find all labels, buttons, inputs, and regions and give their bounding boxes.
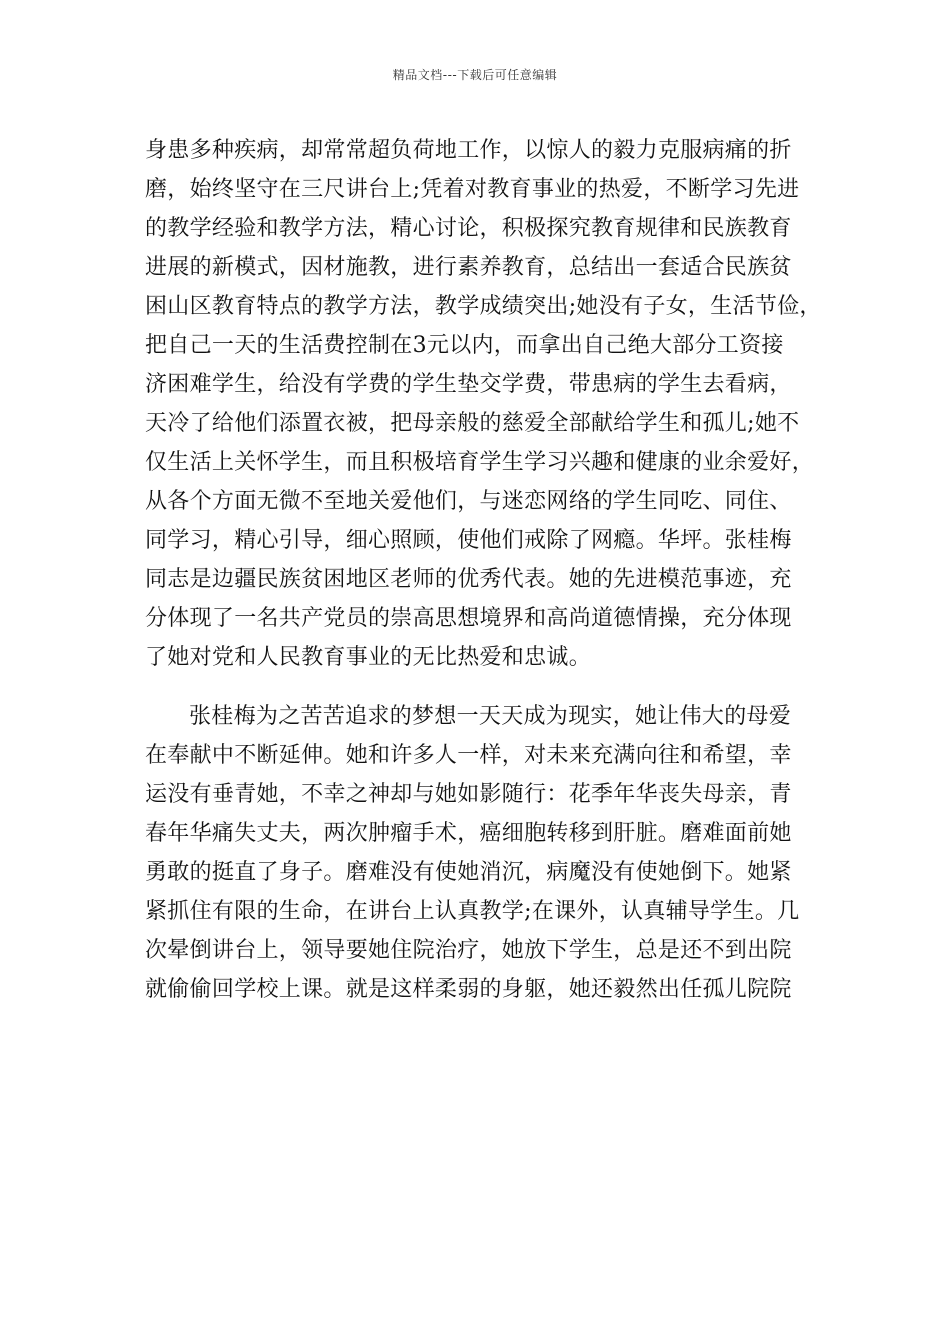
text-line: 运没有垂青她，不幸之神却与她如影随行：花季年华丧失母亲，青 xyxy=(145,782,792,807)
text-line: 天冷了给他们添置衣被，把母亲般的慈爱全部献给学生和孤儿;她不 xyxy=(145,411,800,436)
text-line: 分体现了一名共产党员的崇高思想境界和高尚道德情操，充分体现 xyxy=(145,606,792,631)
paragraph xyxy=(145,131,822,677)
text-line: 的教学经验和教学方法，精心讨论，积极探究教育规律和民族教育 xyxy=(145,216,792,241)
text-line: 在奉献中不断延伸。她和许多人一样，对未来充满向往和希望，幸 xyxy=(145,743,792,768)
paragraph xyxy=(145,697,815,1009)
text-line: 同学习，精心引导，细心照顾，使他们戒除了网瘾。华坪。张桂梅 xyxy=(145,528,792,553)
text-line: 张桂梅为之苦苦追求的梦想一天天成为现实，她让伟大的母爱 xyxy=(189,704,792,729)
text-line: 同志是边疆民族贫困地区老师的优秀代表。她的先进模范事迹，充 xyxy=(145,567,792,592)
document-body xyxy=(145,131,822,1009)
text-line: 济困难学生，给没有学费的学生垫交学费，带患病的学生去看病， xyxy=(145,372,792,397)
text-line: 勇敢的挺直了身子。磨难没有使她消沉，病魔没有使她倒下。她紧 xyxy=(145,860,792,885)
page-header: 精品文档---下载后可任意编辑 xyxy=(392,68,558,82)
text-line: 困山区教育特点的教学方法，教学成绩突出;她没有子女，生活节俭， xyxy=(145,294,822,319)
text-line: 磨，始终坚守在三尺讲台上;凭着对教育事业的热爱，不断学习先进 xyxy=(145,177,800,202)
text-line: 紧抓住有限的生命，在讲台上认真教学;在课外，认真辅导学生。几 xyxy=(145,899,800,924)
text-line: 进展的新模式，因材施教，进行素养教育，总结出一套适合民族贫 xyxy=(145,255,792,280)
text-line: 了她对党和人民教育事业的无比热爱和忠诚。 xyxy=(145,645,592,670)
text-line: 就偷偷回学校上课。就是这样柔弱的身躯，她还毅然出任孤儿院院 xyxy=(145,977,792,1002)
text-line: 次晕倒讲台上，领导要她住院治疗，她放下学生，总是还不到出院 xyxy=(145,938,792,963)
text-line: 从各个方面无微不至地关爱他们，与迷恋网络的学生同吃、同住、 xyxy=(145,489,792,514)
text-line: 把自己一天的生活费控制在3元以内，而拿出自己绝大部分工资接 xyxy=(145,333,784,358)
paragraph-gap xyxy=(145,677,815,697)
text-line: 仅生活上关怀学生，而且积极培育学生学习兴趣和健康的业余爱好， xyxy=(145,450,815,475)
text-line: 身患多种疾病，却常常超负荷地工作，以惊人的毅力克服病痛的折 xyxy=(145,138,792,163)
text-line: 春年华痛失丈夫，两次肿瘤手术，癌细胞转移到肝脏。磨难面前她 xyxy=(145,821,792,846)
